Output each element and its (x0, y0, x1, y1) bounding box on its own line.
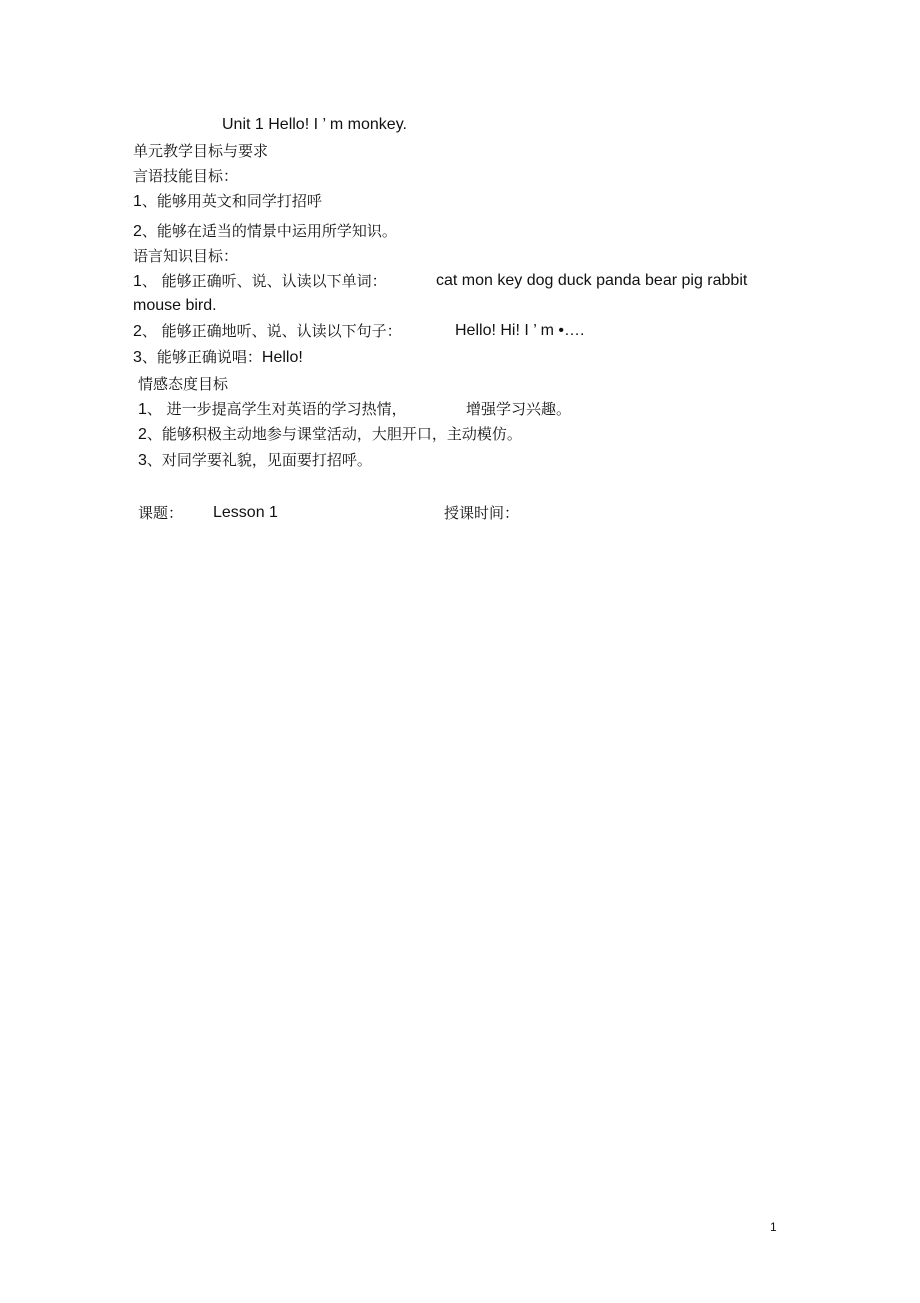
item-number: 2 (133, 223, 142, 240)
item-number: 3 (133, 349, 142, 366)
lesson-topic-label: 课题： (138, 504, 184, 522)
item-number: 1 (133, 273, 142, 290)
lesson-topic-value: Lesson 1 (213, 504, 278, 521)
unit-goals-heading: 单元教学目标与要求 (133, 142, 269, 160)
item-text: 、能够用英文和同学打招呼 (141, 192, 322, 210)
item-text: 、对同学要礼貌，见面要打招呼。 (146, 451, 372, 469)
item-number: 2 (133, 323, 142, 340)
knowledge-goal-item-3 (133, 347, 303, 368)
knowledge-goal-item-1 (133, 271, 387, 292)
lesson-time-label: 授课时间： (444, 504, 520, 522)
item-text: 、 能够正确地听、说、认读以下句子： (141, 322, 402, 340)
vocabulary-words: cat mon key dog duck panda bear pig rabbit (436, 272, 748, 289)
item-number: 1 (138, 401, 147, 418)
vocabulary-words-continued: mouse bird. (133, 297, 217, 314)
knowledge-goals-heading: 语言知识目标： (133, 247, 239, 265)
target-sentences: Hello! Hi! I ’ m •…. (455, 322, 585, 339)
page-number: 1 (770, 1220, 777, 1234)
item-text: 、能够正确说唱： (141, 348, 262, 366)
attitude-goal-item-3 (138, 450, 372, 471)
knowledge-goal-item-2 (133, 321, 402, 342)
skill-goals-heading: 言语技能目标： (133, 167, 239, 185)
attitude-goal-item-1 (138, 399, 407, 420)
item-number: 2 (138, 426, 147, 443)
item-text: 、 能够正确听、说、认读以下单词： (141, 272, 387, 290)
song-title: Hello! (261, 349, 303, 366)
attitude-goal-item-2 (138, 424, 522, 445)
attitude-goals-heading: 情感态度目标 (138, 375, 229, 393)
attitude-goal-item-1-continued: 增强学习兴趣。 (466, 400, 572, 418)
item-text: 、能够积极主动地参与课堂活动，大胆开口，主动模仿。 (146, 425, 522, 443)
item-number: 3 (138, 452, 147, 469)
item-text: 、能够在适当的情景中运用所学知识。 (141, 222, 397, 240)
skill-goal-item (133, 221, 397, 242)
item-number: 1 (133, 193, 142, 210)
item-text: 、 进一步提高学生对英语的学习热情， (146, 400, 407, 418)
document-title: Unit 1 Hello! I ’ m monkey. (222, 116, 407, 133)
skill-goal-item (133, 191, 322, 212)
